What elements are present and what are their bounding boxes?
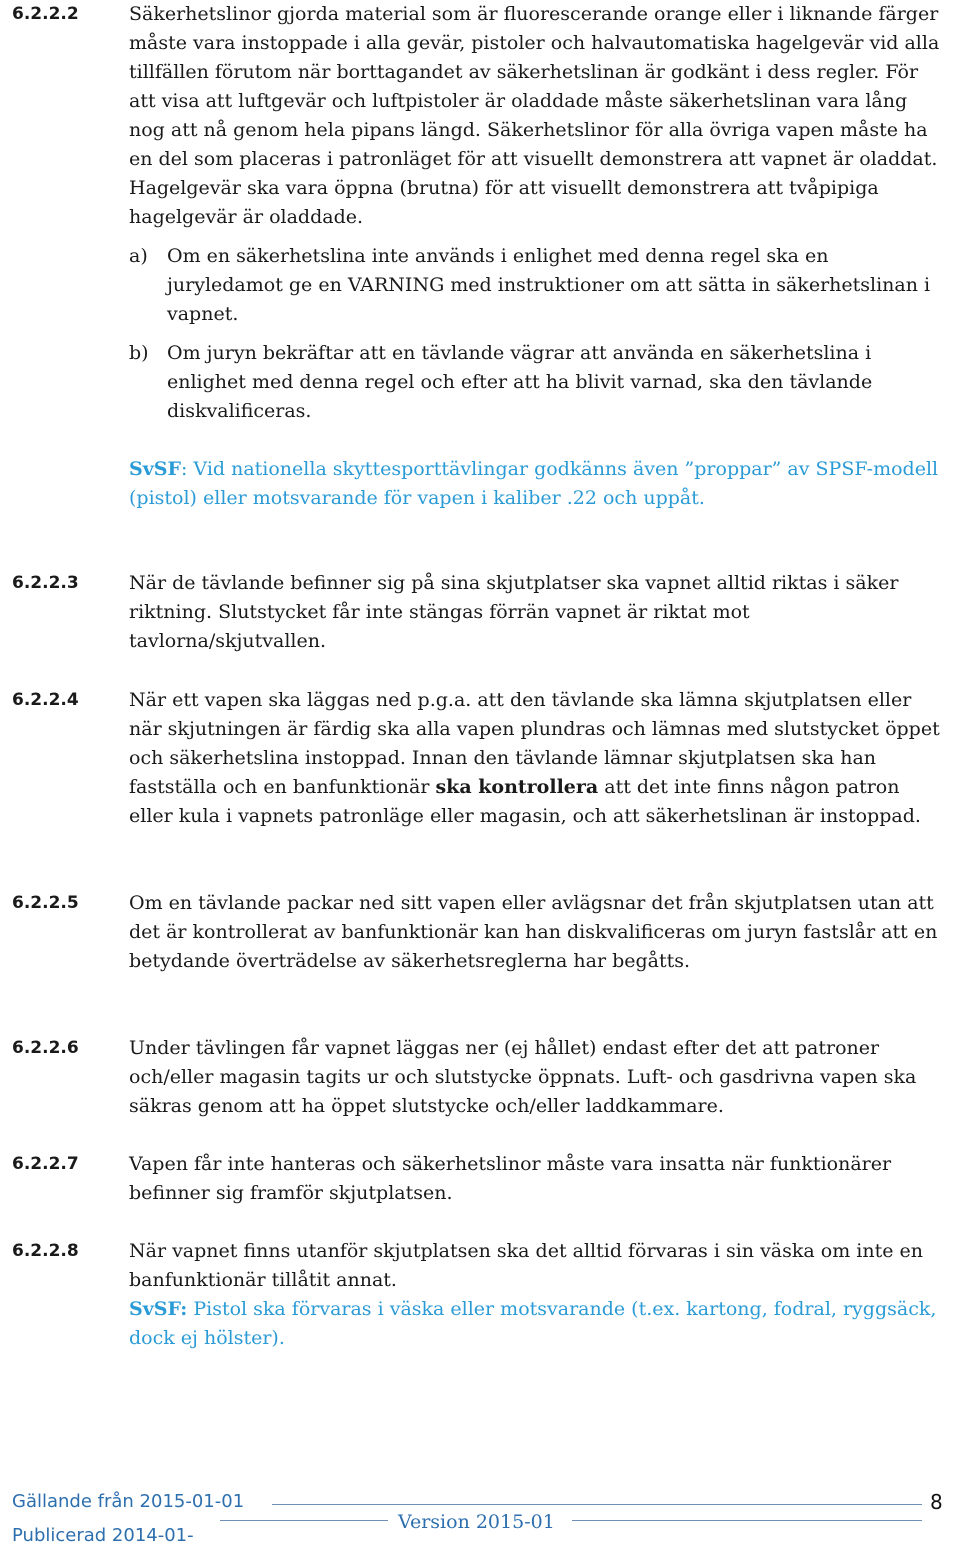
svsf-note bbox=[129, 455, 942, 513]
list-item-a bbox=[129, 242, 942, 329]
section-number: 6.2.2.5 bbox=[12, 893, 79, 913]
section-6-2-2-2 bbox=[12, 0, 942, 513]
section-paragraph: Om en tävlande packar ned sitt vapen eller avlägsnar det från skjutplatsen utan att det är kontrollerat av banfunktionär kan han diskvalificeras om juryn fastslår att en betydande överträdelse av säkerhetsreglerna har begåtts. bbox=[129, 892, 938, 972]
list-marker: a) bbox=[129, 245, 148, 267]
emphasis-text: ska kontrollera bbox=[435, 776, 599, 798]
section-6-2-2-8 bbox=[12, 1237, 942, 1353]
section-paragraph: När de tävlande befinner sig på sina skjutplatser ska vapnet alltid riktas i säker riktning. Slutstycket får inte stängas förrän vapnet är riktat mot tavlorna/skjutvallen. bbox=[129, 572, 899, 652]
footer-divider bbox=[572, 1520, 922, 1521]
list-item-text: Om en säkerhetslina inte används i enlighet med denna regel ska en juryledamot ge en VARNING med instruktioner om att sätta in säkerhetslinan i vapnet. bbox=[167, 245, 931, 325]
page-number: 8 bbox=[930, 1490, 943, 1514]
section-number: 6.2.2.6 bbox=[12, 1038, 79, 1058]
svsf-note-text: : Vid nationella skyttesporttävlingar godkänns även ”proppar” av SPSF-modell (pistol) eller motsvarande för vapen i kaliber .22 och uppåt. bbox=[129, 458, 939, 509]
section-6-2-2-7 bbox=[12, 1150, 942, 1208]
list-marker: b) bbox=[129, 342, 149, 364]
svsf-note bbox=[129, 1295, 942, 1353]
section-paragraph: När vapnet finns utanför skjutplatsen ska det alltid förvaras i sin väska om inte en banfunktionär tillåtit annat. bbox=[129, 1240, 923, 1291]
footer-version: Version 2015-01 bbox=[398, 1511, 555, 1533]
section-paragraph bbox=[129, 686, 942, 831]
section-paragraph: Under tävlingen får vapnet läggas ner (ej hållet) endast efter det att patroner och/eller magasin tagits ur och slutstycke öppnats. Luft- och gasdrivna vapen ska säkras genom att ha öppet slutstycke och/eller laddkammare. bbox=[129, 1037, 917, 1117]
section-number: 6.2.2.8 bbox=[12, 1241, 79, 1261]
section-6-2-2-6 bbox=[12, 1034, 942, 1121]
list-item-b bbox=[129, 339, 942, 426]
section-6-2-2-4 bbox=[12, 686, 942, 831]
list-item-text: Om juryn bekräftar att en tävlande vägrar att använda en säkerhetslina i enlighet med denna regel och efter att ha blivit varnad, ska den tävlande diskvalificeras. bbox=[167, 342, 873, 422]
section-number: 6.2.2.7 bbox=[12, 1154, 79, 1174]
section-number: 6.2.2.2 bbox=[12, 4, 79, 24]
footer-published: Publicerad 2014-01- bbox=[12, 1525, 194, 1546]
section-number: 6.2.2.3 bbox=[12, 573, 79, 593]
paragraph-text: att det inte finns någon patron eller kula i vapnets patronläge eller magasin, och att säkerhetslinan är instoppad. bbox=[129, 776, 921, 827]
section-6-2-2-5 bbox=[12, 889, 942, 976]
paragraph-text: När ett vapen ska läggas ned p.g.a. att den tävlande ska lämna skjutplatsen eller när skjutningen är färdig ska alla vapen plundras och lämnas med slutstycket öppet och säkerhetslina instoppad. Innan den tävlande lämnar skjutplatsen ska han fastställa och en banfunktionär bbox=[129, 689, 940, 798]
footer-divider bbox=[220, 1520, 388, 1521]
section-paragraph: Vapen får inte hanteras och säkerhetslinor måste vara insatta när funktionärer befinner sig framför skjutplatsen. bbox=[129, 1153, 892, 1204]
svsf-label: SvSF: bbox=[129, 1298, 188, 1320]
footer-divider bbox=[272, 1504, 922, 1505]
svsf-label: SvSF bbox=[129, 458, 181, 480]
section-paragraph: Säkerhetslinor gjorda material som är fluorescerande orange eller i liknande färger måste vara instoppade i alla gevär, pistoler och halvautomatiska hagelgevär vid alla tillfällen förutom när borttagandet av säkerhetslinan är godkänt i dess regler. För att visa att luftgevär och luftpistoler är oladdade måste säkerhetslinan vara lång nog att nå genom hela pipans längd. Säkerhetslinor för alla övriga vapen måste ha en del som placeras i patronläget för att visuellt demonstrera att vapnet är oladdat. Hagelgevär ska vara öppna (brutna) för att visuellt demonstrera att tvåpipiga hagelgevär är oladdade. bbox=[129, 3, 940, 228]
section-number: 6.2.2.4 bbox=[12, 690, 79, 710]
svsf-note-text: Pistol ska förvaras i väska eller motsvarande (t.ex. kartong, fodral, ryggsäck, dock ej hölster). bbox=[129, 1298, 937, 1349]
section-6-2-2-3 bbox=[12, 569, 942, 656]
footer-valid-from: Gällande från 2015-01-01 bbox=[12, 1491, 245, 1512]
